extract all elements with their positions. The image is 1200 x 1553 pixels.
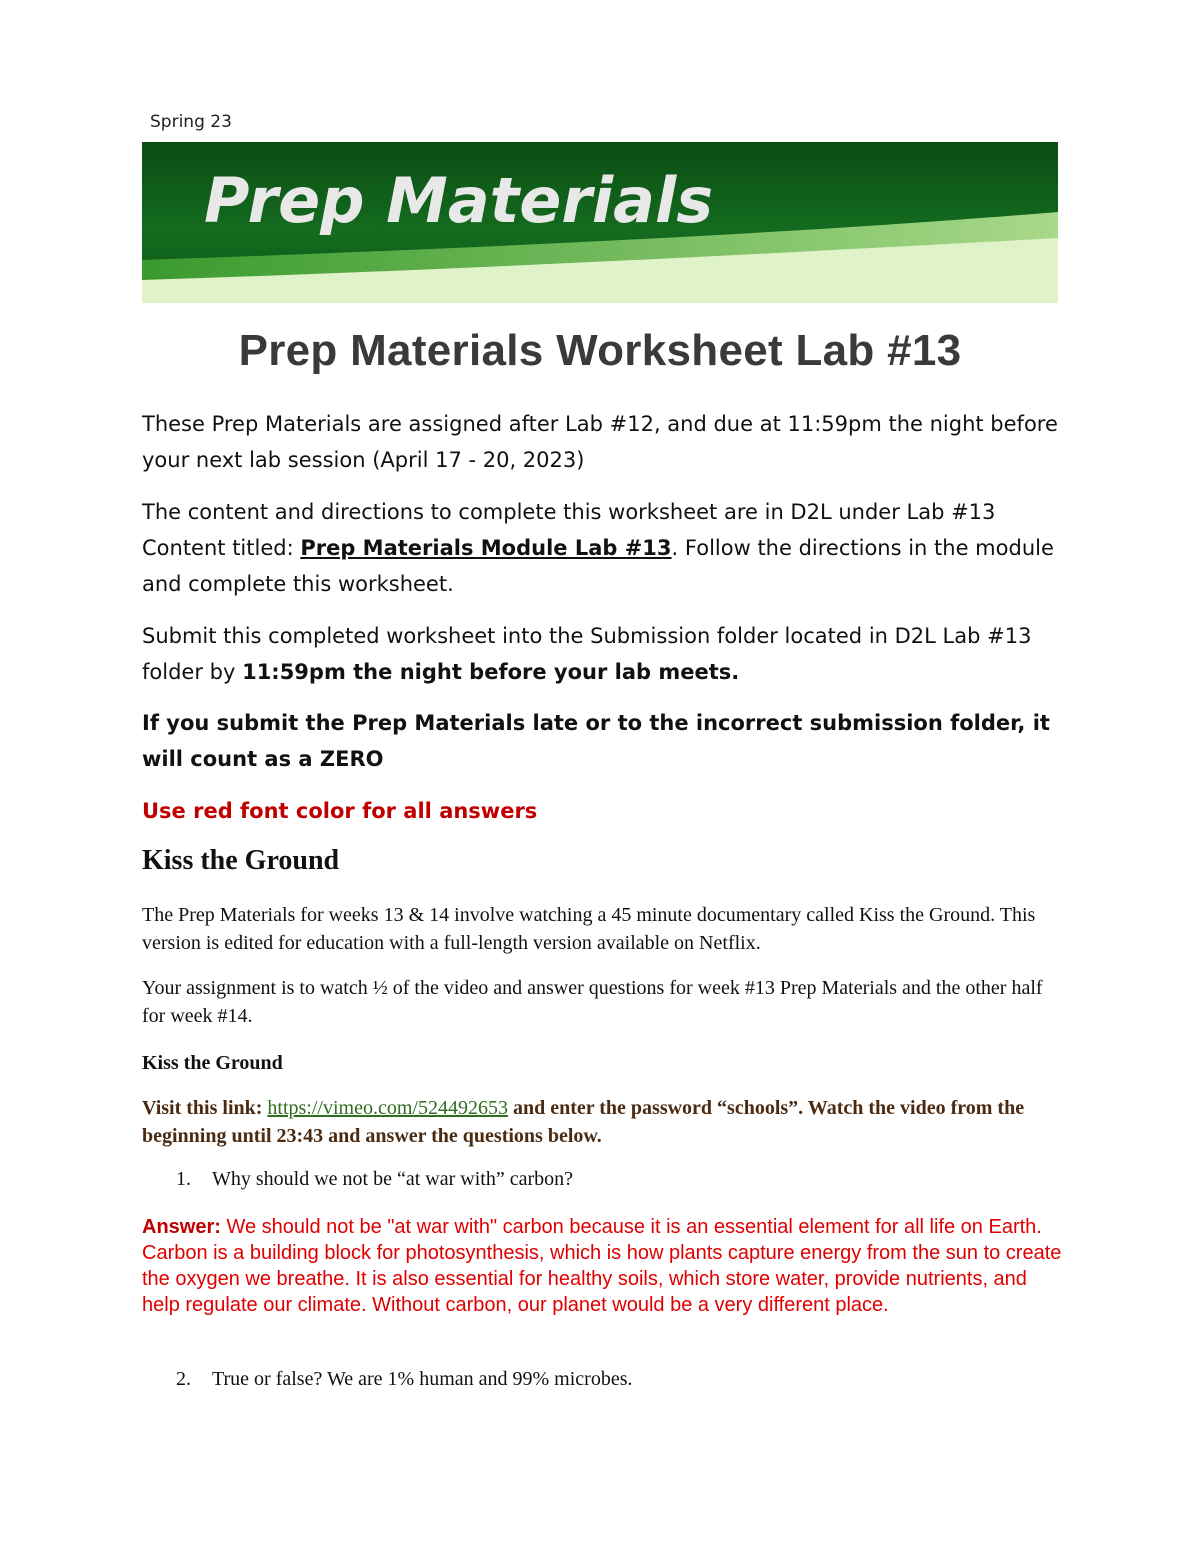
module-link[interactable]: Prep Materials Module Lab #13 [300,536,672,560]
section-subheading: Kiss the Ground [142,1052,283,1074]
section-heading: Kiss the Ground [142,845,340,876]
question-1: 1. Why should we not be “at war with” carbon? [176,1168,573,1190]
banner-graphic [142,142,1058,303]
red-font-instruction: Use red font color for all answers [142,799,538,823]
vimeo-link[interactable]: https://vimeo.com/524492653 [267,1097,508,1119]
page-title: Prep Materials Worksheet Lab #13 [238,326,962,375]
intro-paragraph-2: The content and directions to complete this worksheet are in D2L under Lab #13 Content titled: Prep Materials Module Lab #13. Follow the directions in the module and complete this worksheet. [142,500,1054,596]
late-warning: If you submit the Prep Materials late or to the incorrect submission folder, it will count as a ZERO [142,711,1050,771]
question-2: 2. True or false? We are 1% human and 99% microbes. [176,1368,633,1390]
intro-paragraph-1: These Prep Materials are assigned after Lab #12, and due at 11:59pm the night before your next lab session (April 17 - 20, 2023) [142,412,1058,472]
banner-title: Prep Materials [204,164,714,237]
term-header: Spring 23 [150,112,232,132]
section-paragraph-1: The Prep Materials for weeks 13 & 14 involve watching a 45 minute documentary called Kiss the Ground. This version is edited for education with a full-length version available on Netflix. [142,904,1036,954]
intro-paragraph-3: Submit this completed worksheet into the Submission folder located in D2L Lab #13 folder by 11:59pm the night before your lab meets. [142,624,1032,684]
answer-1: Answer: We should not be "at war with" carbon because it is an essential element for all life on Earth. Carbon is a building block for photosynthesis, which is how plants capture energy from the sun to create the oxygen we breathe. It is also essential for healthy soils, which store water, provide nutrients, and help regulate our climate. Without carbon, our planet would be a very different place. [142,1216,1062,1316]
prep-materials-banner [142,142,1058,303]
visit-instructions: Visit this link: https://vimeo.com/524492653 and enter the password “schools”. Watch the video from the beginning until 23:43 and answer the questions below. [142,1097,1025,1147]
section-paragraph-2: Your assignment is to watch ½ of the video and answer questions for week #13 Prep Materials and the other half for week #14. [142,977,1043,1027]
